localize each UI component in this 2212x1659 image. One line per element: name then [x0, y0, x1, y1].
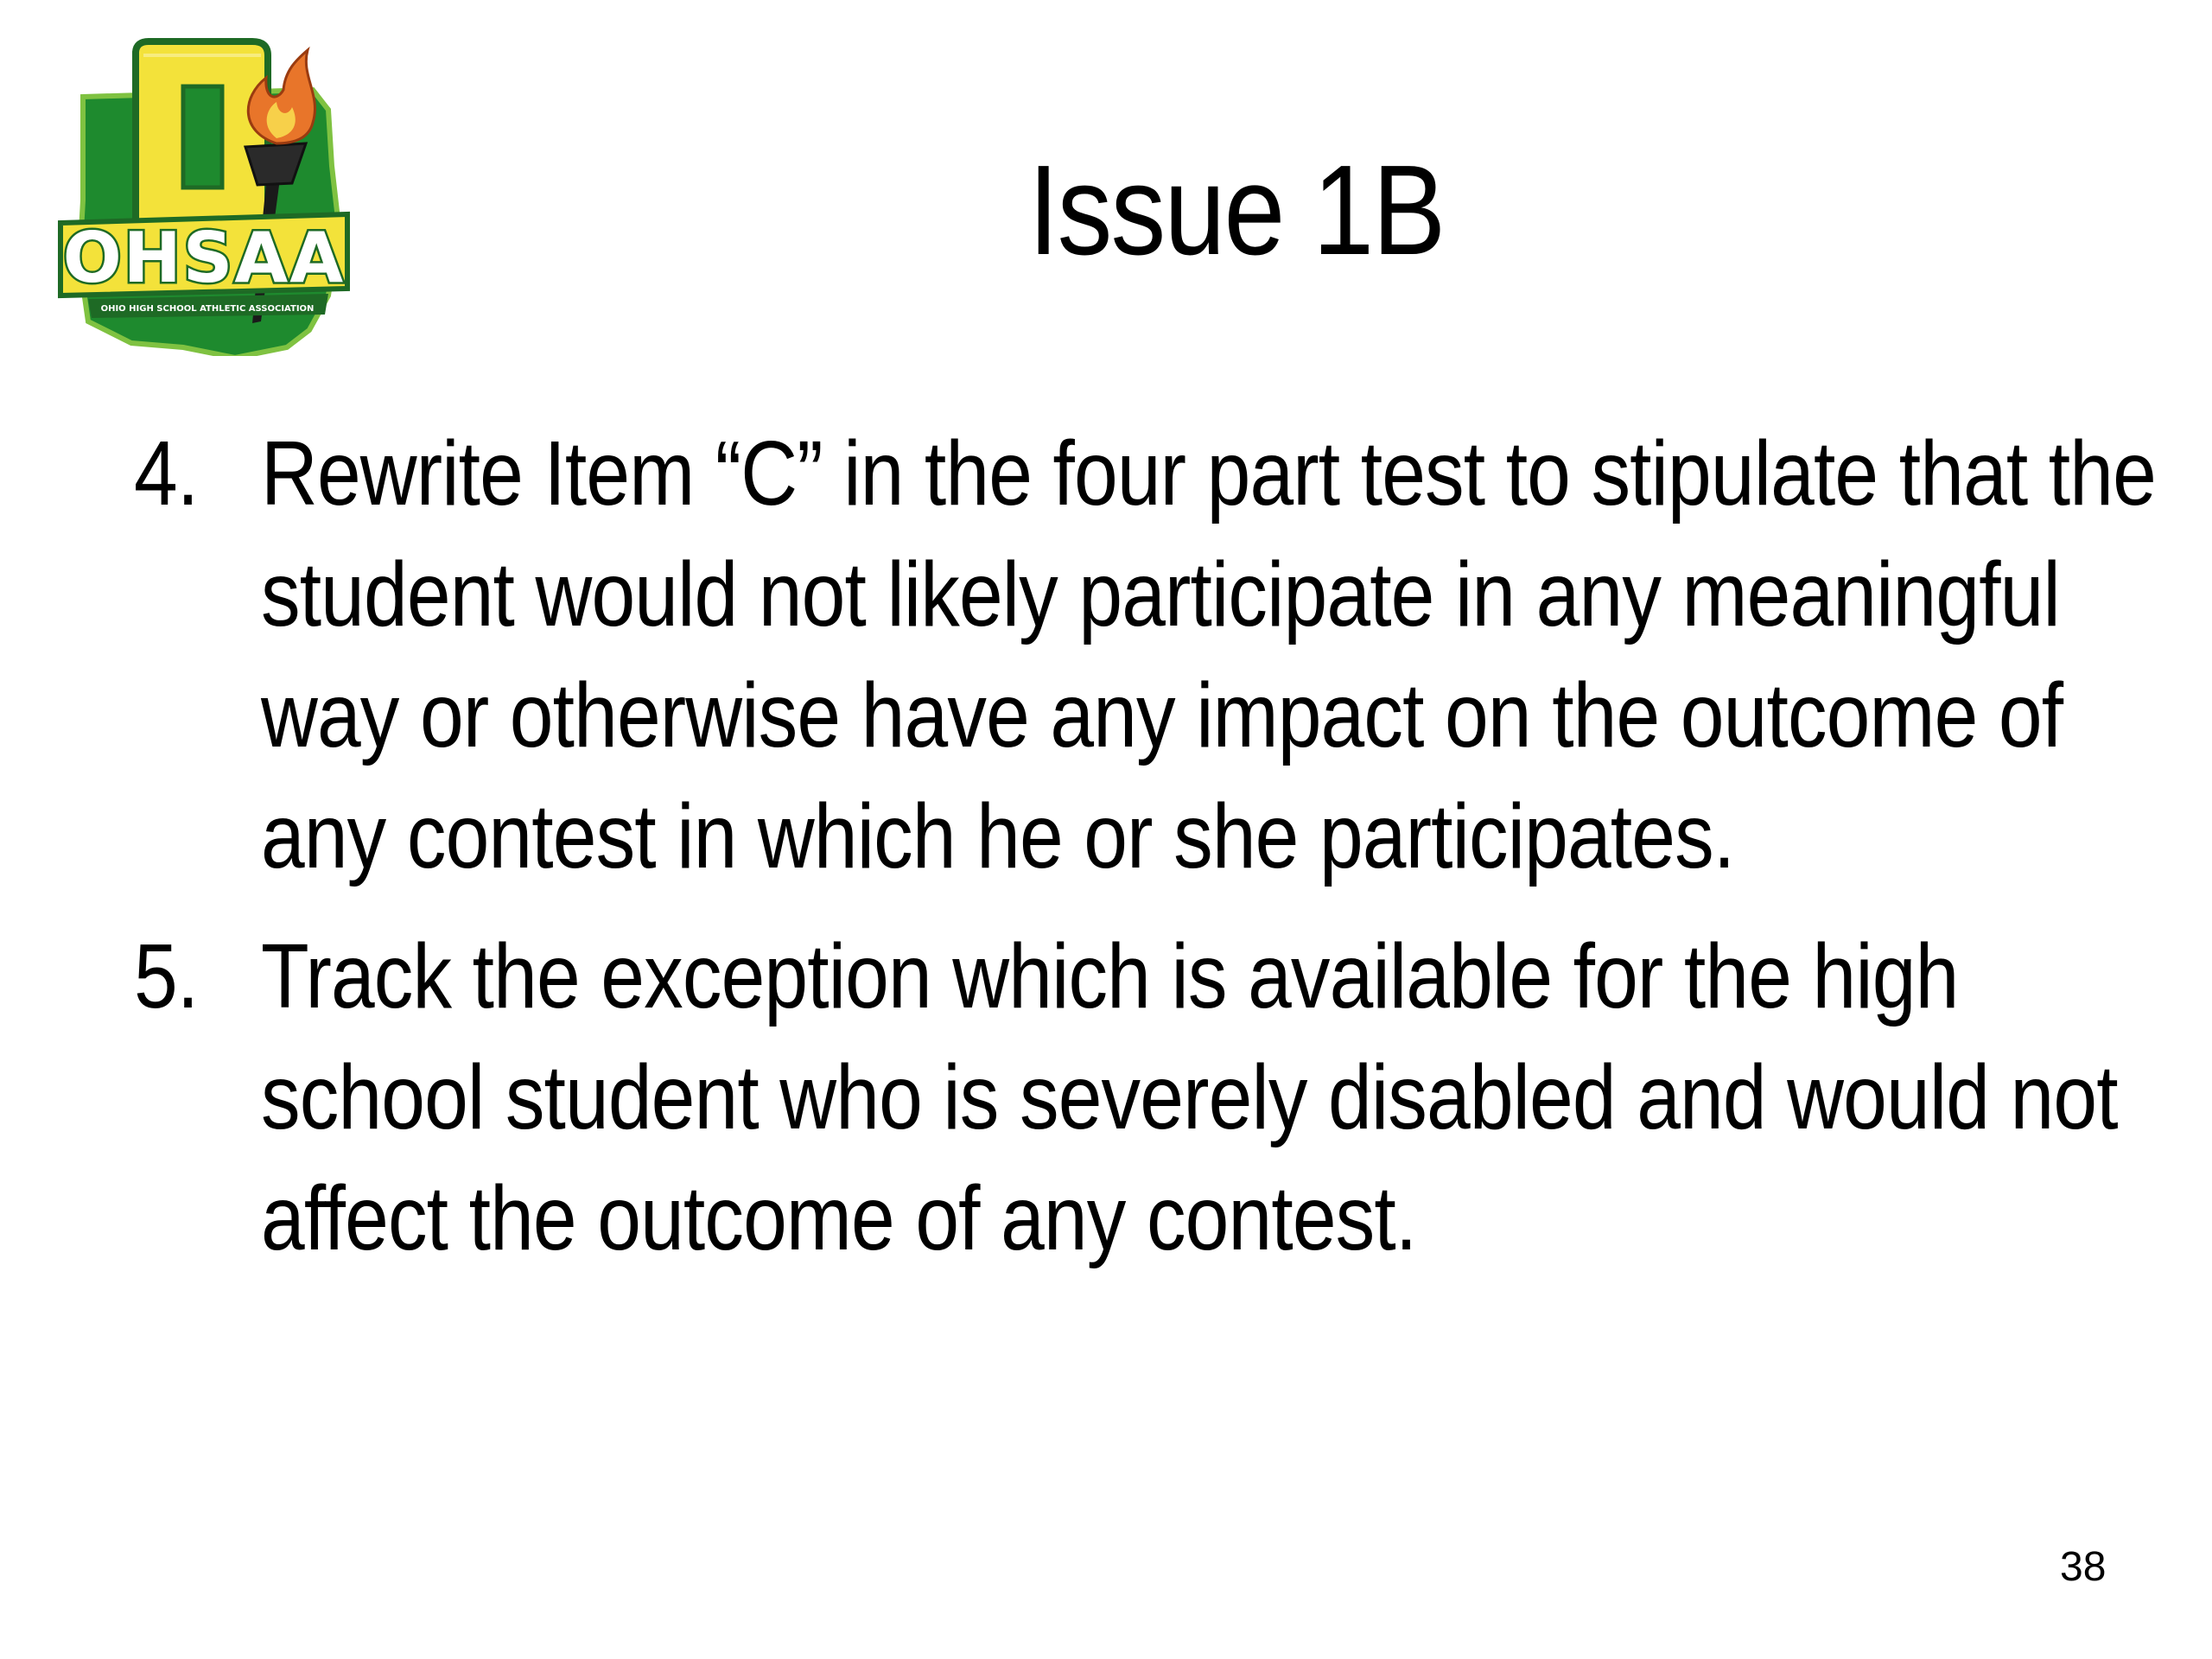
item-number: 4.: [134, 423, 199, 524]
item-text: Rewrite Item “C” in the four part test to stipulate that the student would not likely participate in any meaningful way or otherwise have any impact on the outcome of any contest in which he or she participates.: [261, 423, 2156, 887]
ohsaa-wordmark: OHSAA: [62, 218, 346, 298]
item-text: Track the exception which is available for the high school student who is severely disabled and would not affect the outcome of any contest.: [261, 925, 2118, 1269]
slide-title: Issue 1B: [1028, 139, 1445, 282]
list-item: [134, 916, 2121, 1279]
page-number: 38: [2060, 1544, 2107, 1590]
ohsaa-logo: [54, 36, 353, 356]
ohsaa-subtext: OHIO HIGH SCHOOL ATHLETIC ASSOCIATION: [100, 304, 315, 314]
item-number: 5.: [134, 925, 199, 1027]
list-item: [134, 413, 2156, 897]
bullet-list: [134, 413, 2156, 1279]
